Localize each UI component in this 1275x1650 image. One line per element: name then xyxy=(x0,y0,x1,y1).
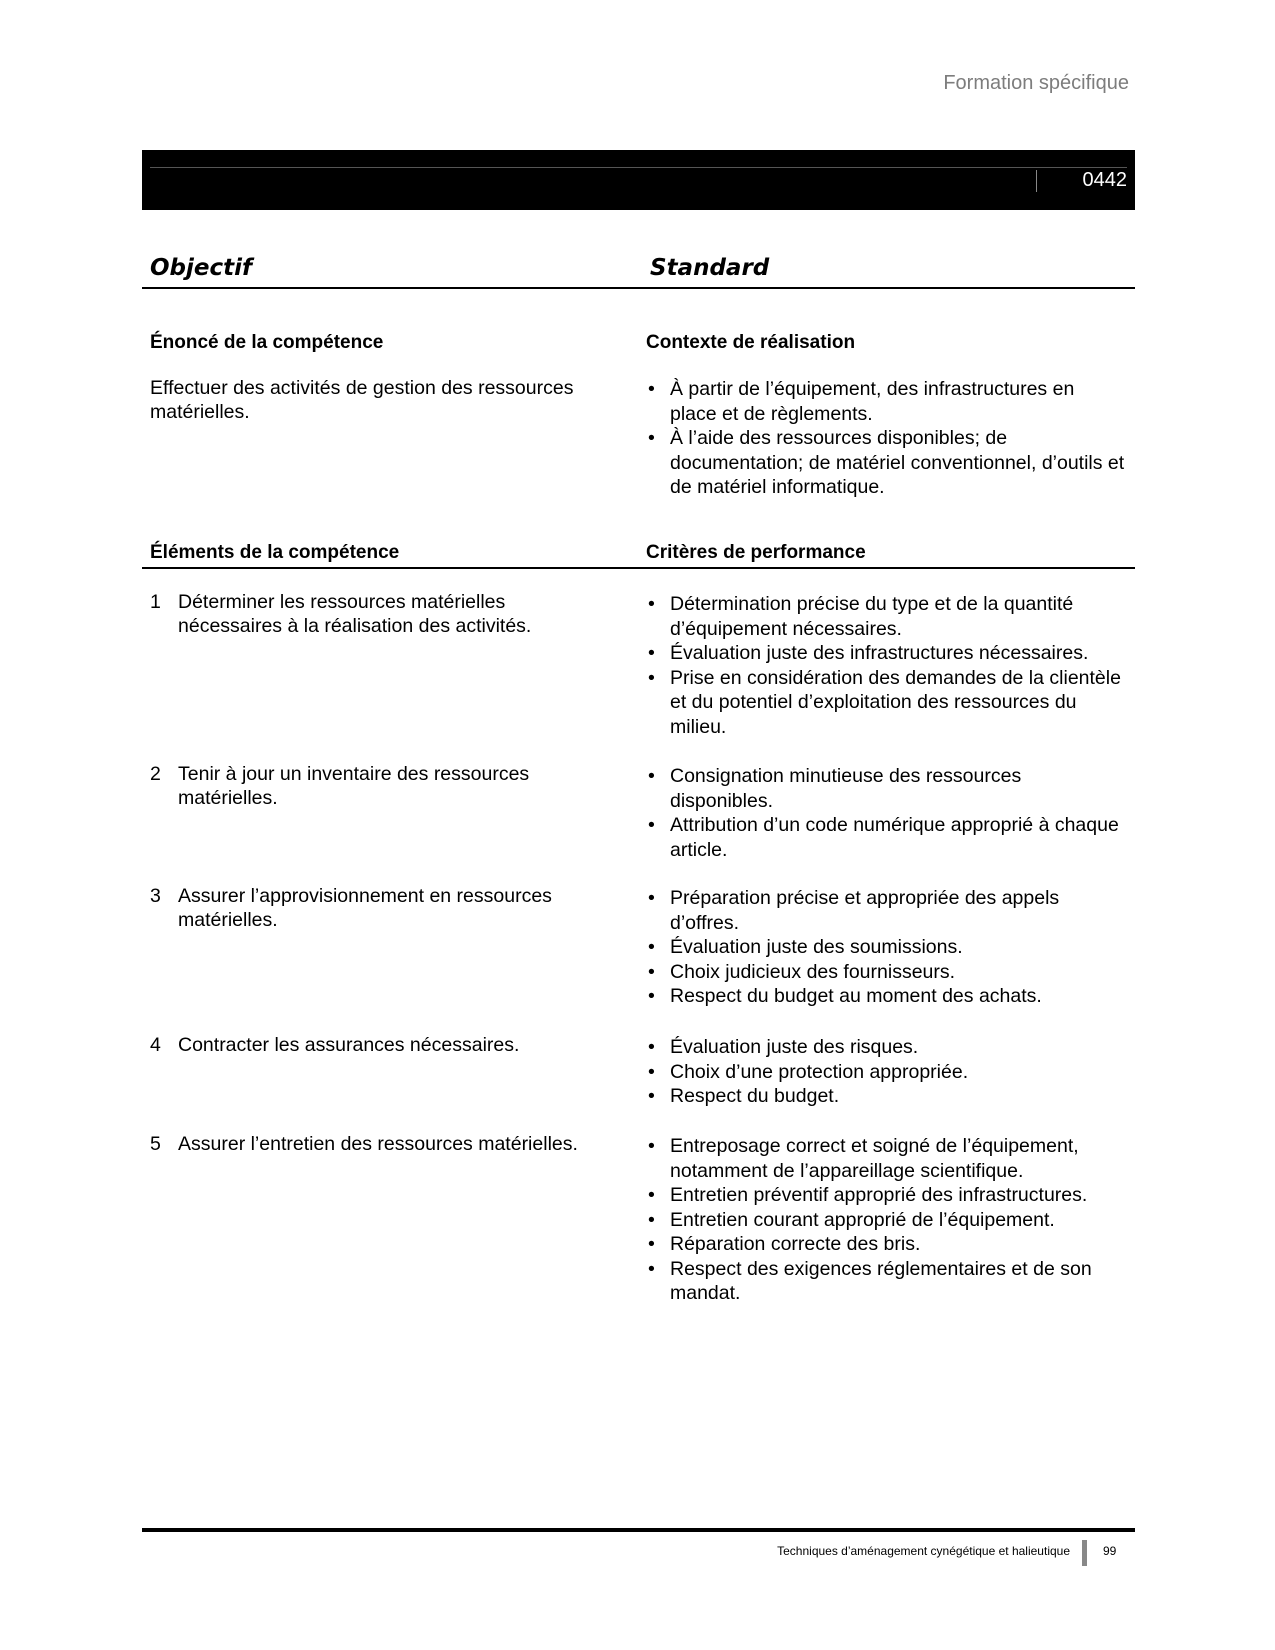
footer-separator xyxy=(1082,1540,1087,1566)
element-item xyxy=(150,1132,610,1156)
criteria-item: • Respect des exigences réglementaires et de son mandat. xyxy=(646,1257,1131,1306)
criteria-item: • Préparation précise et appropriée des appels d’offres. xyxy=(646,886,1126,935)
criteria-list xyxy=(646,592,1126,739)
statement-heading: Énoncé de la compétence xyxy=(150,332,384,353)
element-text: Contracter les assurances nécessaires. xyxy=(178,1034,520,1056)
element-number: 4 xyxy=(150,1034,161,1056)
element-text: Assurer l’approvisionnement en ressources matérielles. xyxy=(178,885,552,931)
criteria-list xyxy=(646,886,1126,1009)
elements-divider xyxy=(142,567,1135,569)
element-number: 3 xyxy=(150,885,161,907)
element-item xyxy=(150,884,610,932)
element-text: Déterminer les ressources matérielles nécessaires à la réalisation des activités. xyxy=(178,591,532,637)
element-text: Tenir à jour un inventaire des ressources matérielles. xyxy=(178,763,530,809)
criteria-item: • Prise en considération des demandes de la clientèle et du potentiel d’exploitation des ressources du milieu. xyxy=(646,666,1126,740)
criteria-item: • Choix d’une protection appropriée. xyxy=(646,1060,1126,1085)
element-text: Assurer l’entretien des ressources matérielles. xyxy=(178,1133,578,1155)
code-label: Code : xyxy=(973,320,1032,342)
context-heading: Contexte de réalisation xyxy=(646,332,856,353)
criteria-item: • Respect du budget au moment des achats. xyxy=(646,984,1126,1009)
footer-rule xyxy=(142,1528,1135,1532)
criteria-item: • Entretien courant approprié de l’équipement. xyxy=(646,1208,1131,1233)
criteria-item: • Consignation minutieuse des ressources disponibles. xyxy=(646,764,1126,813)
standard-heading: Standard xyxy=(650,255,770,281)
element-item xyxy=(150,762,610,810)
criteria-item: • Détermination précise du type et de la quantité d’équipement nécessaires. xyxy=(646,592,1126,641)
criteria-list xyxy=(646,1134,1131,1306)
statement-text: Effectuer des activités de gestion des ressources matérielles. xyxy=(150,377,574,423)
code-value: 0442 xyxy=(1082,169,1127,191)
criteria-item: • Réparation correcte des bris. xyxy=(646,1232,1131,1257)
criteria-item: • Attribution d’un code numérique approprié à chaque article. xyxy=(646,813,1126,862)
criteria-item: • Évaluation juste des risques. xyxy=(646,1035,1126,1060)
criteria-item: • Évaluation juste des infrastructures nécessaires. xyxy=(646,641,1126,666)
context-item: • À l’aide des ressources disponibles; de documentation; de matériel conventionnel, d’outils et de matériel informatique. xyxy=(646,426,1126,500)
objective-heading: Objectif xyxy=(150,255,253,281)
criteria-item: • Entreposage correct et soigné de l’équipement, notamment de l’appareillage scientifique. xyxy=(646,1134,1131,1183)
code-bar-rule xyxy=(150,167,1127,168)
code-separator xyxy=(1036,170,1037,192)
criteria-item: • Choix judicieux des fournisseurs. xyxy=(646,960,1126,985)
element-item xyxy=(150,1033,610,1057)
criteria-item: • Évaluation juste des soumissions. xyxy=(646,935,1126,960)
element-number: 2 xyxy=(150,763,161,785)
elements-heading: Éléments de la compétence xyxy=(150,542,400,563)
criteria-list xyxy=(646,1035,1126,1109)
criteria-heading: Critères de performance xyxy=(646,542,866,563)
element-number: 5 xyxy=(150,1133,161,1155)
columns-divider xyxy=(142,287,1135,289)
criteria-item: • Respect du budget. xyxy=(646,1084,1126,1109)
context-item: • À partir de l’équipement, des infrastructures en place et de règlements. xyxy=(646,377,1126,426)
footer-title: Techniques d’aménagement cynégétique et halieutique xyxy=(777,1544,1070,1558)
criteria-item: • Entretien préventif approprié des infrastructures. xyxy=(646,1183,1131,1208)
page-number: 99 xyxy=(1103,1544,1117,1558)
context-list xyxy=(646,377,1126,500)
element-item xyxy=(150,590,610,638)
criteria-list xyxy=(646,764,1126,862)
element-number: 1 xyxy=(150,591,161,613)
running-head: Formation spécifique xyxy=(943,72,1129,94)
